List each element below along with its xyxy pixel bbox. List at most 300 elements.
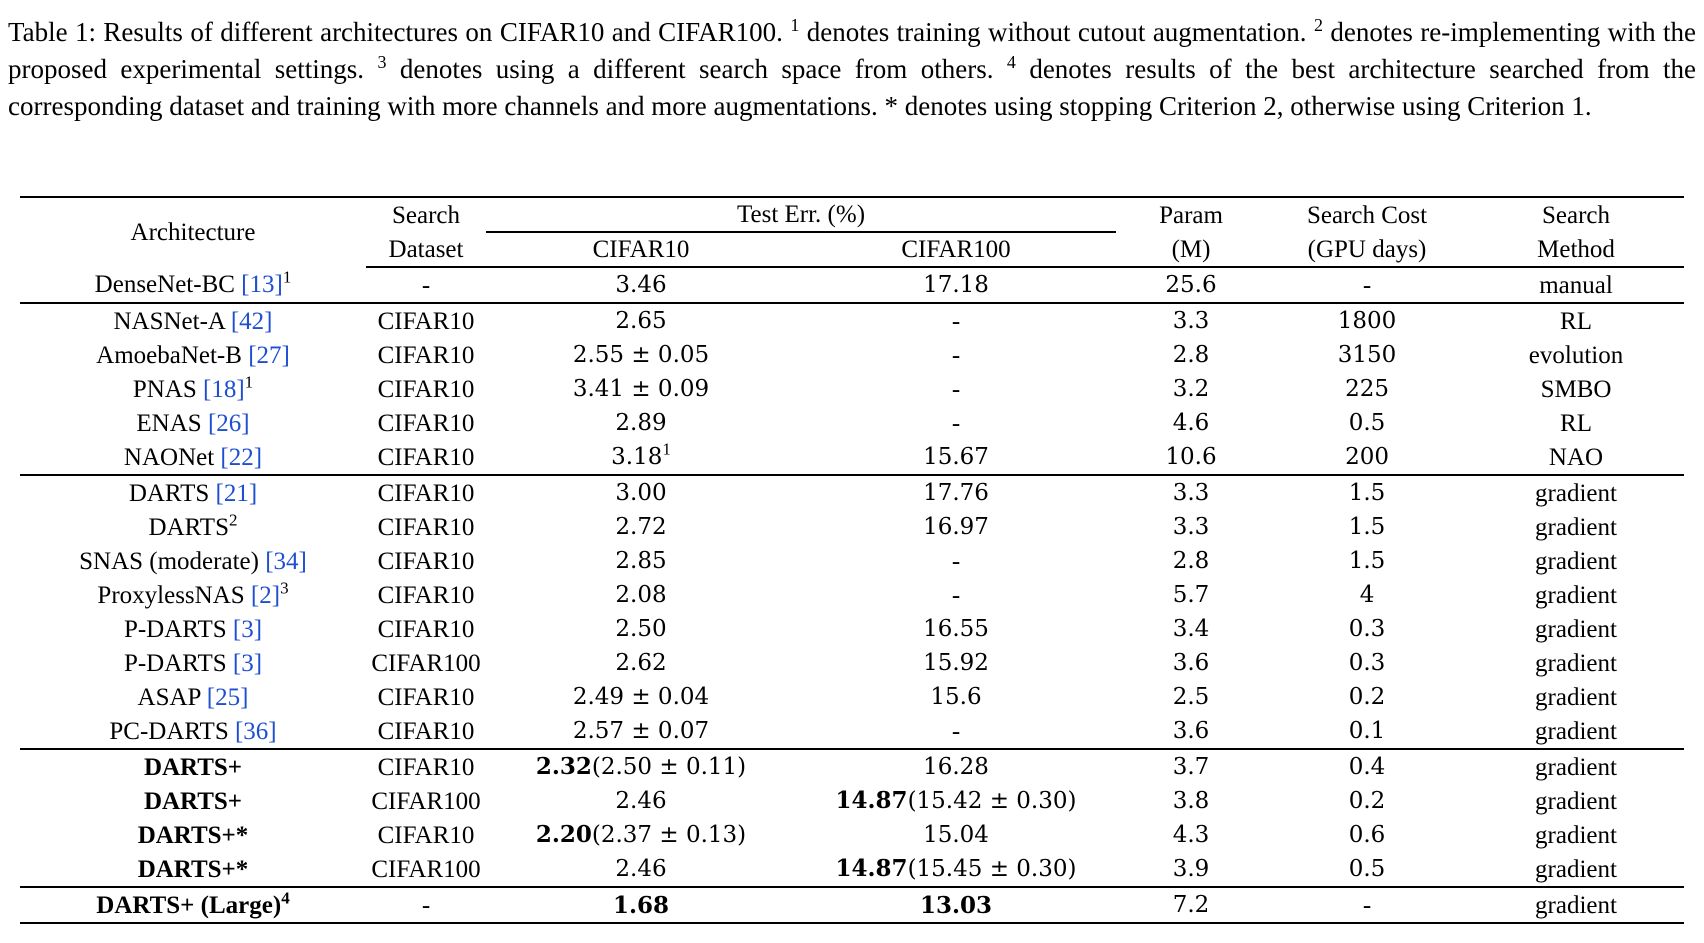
cifar100-value: 16.55 — [923, 616, 989, 642]
cell-cifar100 — [796, 406, 1116, 440]
cell-cifar100 — [796, 578, 1116, 612]
cell-architecture — [20, 510, 366, 544]
cell-search-cost — [1266, 544, 1468, 578]
cell-param — [1116, 714, 1266, 749]
cifar100-best-value: 13.03 — [919, 891, 993, 919]
cell-param — [1116, 680, 1266, 714]
cifar100-value: - — [951, 375, 961, 403]
cell-cifar10 — [486, 303, 796, 338]
cifar10-value: 2.49 ± 0.04 — [572, 684, 710, 710]
architecture-name: ProxylessNAS — [97, 581, 251, 609]
cell-search-method — [1468, 372, 1684, 406]
header-cost-2: (GPU days) — [1266, 232, 1468, 267]
cifar10-value: (2.50 ± 0.11) — [591, 754, 747, 780]
cell-search-cost — [1266, 887, 1468, 923]
param-value: 3.3 — [1172, 514, 1210, 540]
cell-search-cost — [1266, 852, 1468, 887]
search-dataset-value: - — [421, 271, 431, 299]
cifar10-value: 3.00 — [615, 480, 667, 506]
cell-architecture — [20, 714, 366, 749]
cell-cifar10 — [486, 510, 796, 544]
architecture-name: DARTS+ — [143, 753, 243, 781]
search-method-value: gradient — [1535, 717, 1617, 745]
cell-cifar100 — [796, 475, 1116, 510]
cell-cifar100 — [796, 612, 1116, 646]
search-method-value: gradient — [1535, 581, 1617, 609]
search-cost-value: 1800 — [1337, 308, 1397, 334]
param-value: 3.4 — [1172, 616, 1210, 642]
caption-footnote-mark: 2 — [1313, 15, 1323, 35]
footnote-mark: 4 — [281, 888, 290, 908]
cell-architecture — [20, 303, 366, 338]
cell-cifar10 — [486, 714, 796, 749]
cell-architecture — [20, 887, 366, 923]
cifar10-best-value: 1.68 — [612, 891, 670, 919]
cell-param — [1116, 646, 1266, 680]
table-row — [20, 784, 1684, 818]
citation-link: [42] — [230, 307, 273, 335]
cell-search-cost — [1266, 646, 1468, 680]
table-row — [20, 749, 1684, 784]
table-row — [20, 372, 1684, 406]
search-method-value: gradient — [1535, 891, 1617, 919]
cell-search-dataset — [366, 267, 486, 303]
cell-cifar100 — [796, 440, 1116, 475]
search-cost-value: 0.6 — [1348, 822, 1386, 848]
search-dataset-value: CIFAR10 — [377, 341, 475, 369]
cell-cifar100 — [796, 887, 1116, 923]
search-cost-value: 1.5 — [1348, 548, 1386, 574]
cell-search-cost — [1266, 680, 1468, 714]
cell-architecture — [20, 338, 366, 372]
cell-param — [1116, 510, 1266, 544]
header-method-2: Method — [1468, 232, 1684, 267]
cell-search-dataset — [366, 887, 486, 923]
cell-architecture — [20, 680, 366, 714]
param-value: 2.8 — [1172, 548, 1210, 574]
cell-cifar10 — [486, 646, 796, 680]
cell-param — [1116, 784, 1266, 818]
cell-search-method — [1468, 749, 1684, 784]
search-dataset-value: CIFAR10 — [377, 683, 475, 711]
cell-search-method — [1468, 852, 1684, 887]
cifar100-best-value: 14.87 — [835, 787, 908, 814]
architecture-name: NAONet — [123, 443, 221, 471]
header-search-dataset-1: Search — [366, 197, 486, 232]
cell-param — [1116, 749, 1266, 784]
cifar100-best-value: 14.87 — [835, 855, 908, 882]
cell-search-method — [1468, 680, 1684, 714]
cifar100-value: 16.28 — [923, 754, 989, 780]
table-header — [20, 197, 1684, 267]
cell-search-dataset — [366, 338, 486, 372]
header-param-2: (M) — [1116, 232, 1266, 267]
cell-search-method — [1468, 544, 1684, 578]
cell-search-method — [1468, 406, 1684, 440]
cifar10-value: 2.85 — [615, 548, 667, 574]
cifar100-value: - — [951, 581, 961, 609]
cell-cifar10 — [486, 578, 796, 612]
cifar100-value: - — [951, 341, 961, 369]
search-dataset-value: CIFAR10 — [377, 717, 475, 745]
cell-search-method — [1468, 646, 1684, 680]
search-method-value: RL — [1560, 409, 1592, 437]
cell-search-cost — [1266, 406, 1468, 440]
table-caption — [8, 14, 1696, 125]
cell-search-method — [1468, 714, 1684, 749]
cifar10-value: 3.18 — [611, 444, 663, 470]
cifar10-value: 2.50 — [615, 616, 667, 642]
cell-search-cost — [1266, 440, 1468, 475]
search-cost-value: 3150 — [1337, 342, 1397, 368]
cifar100-value: (15.42 ± 0.30) — [907, 788, 1077, 814]
search-method-value: gradient — [1535, 821, 1617, 849]
citation-link: [25] — [206, 683, 249, 711]
architecture-name: ASAP — [137, 683, 207, 711]
citation-link: [18] — [203, 375, 245, 403]
architecture-name: P-DARTS — [123, 615, 233, 643]
param-value: 2.8 — [1172, 342, 1210, 368]
cell-param — [1116, 578, 1266, 612]
cell-cifar10 — [486, 680, 796, 714]
cell-param — [1116, 440, 1266, 475]
citation-link: [22] — [220, 443, 263, 471]
architecture-name: DARTS+* — [137, 855, 249, 883]
cifar10-value: 2.57 ± 0.07 — [572, 718, 710, 744]
header-method-1: Search — [1468, 197, 1684, 232]
architecture-name: DARTS+ (Large) — [96, 891, 282, 919]
param-value: 3.2 — [1172, 376, 1210, 402]
cell-search-cost — [1266, 612, 1468, 646]
citation-link: [34] — [265, 547, 307, 575]
cell-search-dataset — [366, 303, 486, 338]
search-method-value: gradient — [1535, 513, 1617, 541]
cell-search-dataset — [366, 406, 486, 440]
search-dataset-value: CIFAR10 — [377, 821, 475, 849]
citation-link: [36] — [234, 717, 277, 745]
footnote-mark: 1 — [662, 439, 671, 459]
cell-search-cost — [1266, 749, 1468, 784]
caption-text: denotes re-implementing with the proposed experimental settings. — [8, 17, 1696, 84]
param-value: 7.2 — [1172, 892, 1210, 918]
cell-cifar100 — [796, 267, 1116, 303]
param-value: 3.3 — [1172, 308, 1210, 334]
search-method-value: SMBO — [1540, 375, 1612, 403]
architecture-name: DARTS — [148, 513, 229, 541]
citation-link: [2] — [250, 581, 281, 609]
table-row — [20, 852, 1684, 887]
cell-architecture — [20, 818, 366, 852]
cell-cifar100 — [796, 714, 1116, 749]
caption-footnote-mark: 3 — [377, 52, 387, 72]
cifar10-value: 2.65 — [615, 308, 667, 334]
cifar10-value: 2.72 — [615, 514, 667, 540]
cifar10-value: 2.08 — [615, 582, 667, 608]
cell-architecture — [20, 578, 366, 612]
search-dataset-value: CIFAR10 — [377, 409, 475, 437]
cell-search-dataset — [366, 510, 486, 544]
search-method-value: NAO — [1548, 443, 1604, 471]
table-row — [20, 406, 1684, 440]
cell-param — [1116, 887, 1266, 923]
architecture-name: PC-DARTS — [109, 717, 235, 745]
cell-cifar10 — [486, 784, 796, 818]
architecture-name: SNAS (moderate) — [79, 547, 266, 575]
cell-cifar100 — [796, 680, 1116, 714]
cell-search-cost — [1266, 372, 1468, 406]
cell-param — [1116, 475, 1266, 510]
search-dataset-value: CIFAR10 — [377, 581, 475, 609]
cell-search-cost — [1266, 475, 1468, 510]
architecture-name: NASNet-A — [113, 307, 231, 335]
cell-search-method — [1468, 303, 1684, 338]
header-search-dataset-2: Dataset — [366, 232, 486, 267]
search-method-value: gradient — [1535, 753, 1617, 781]
architecture-name: DARTS+* — [137, 821, 249, 849]
search-cost-value: 0.4 — [1348, 754, 1386, 780]
header-cifar10: CIFAR10 — [486, 232, 796, 267]
cell-cifar10 — [486, 338, 796, 372]
search-method-value: evolution — [1528, 341, 1624, 369]
header-architecture: Architecture — [20, 197, 366, 267]
cifar100-value: - — [951, 409, 961, 437]
architecture-name: DenseNet-BC — [94, 271, 242, 298]
table-row — [20, 475, 1684, 510]
table-row — [20, 887, 1684, 923]
caption-footnote-mark: 4 — [1006, 52, 1016, 72]
cifar10-value: 2.62 — [615, 650, 667, 676]
cell-architecture — [20, 784, 366, 818]
param-value: 3.7 — [1172, 754, 1210, 780]
search-cost-value: 0.3 — [1348, 616, 1386, 642]
architecture-name: DARTS+ — [143, 787, 243, 815]
cell-search-cost — [1266, 303, 1468, 338]
table-row — [20, 303, 1684, 338]
cell-search-cost — [1266, 267, 1468, 303]
cell-search-method — [1468, 267, 1684, 303]
cell-architecture — [20, 440, 366, 475]
cell-search-cost — [1266, 714, 1468, 749]
search-cost-value: 0.1 — [1348, 718, 1386, 744]
cifar100-value: 16.97 — [923, 514, 989, 540]
search-dataset-value: CIFAR10 — [377, 443, 475, 471]
results-table-container — [20, 196, 1684, 924]
citation-link: [13] — [241, 271, 283, 298]
cell-cifar100 — [796, 544, 1116, 578]
search-cost-value: 1.5 — [1348, 480, 1386, 506]
cell-cifar100 — [796, 749, 1116, 784]
cell-search-cost — [1266, 578, 1468, 612]
table-row — [20, 440, 1684, 475]
search-cost-value: 0.2 — [1348, 684, 1386, 710]
table-row — [20, 714, 1684, 749]
cifar100-value: 15.67 — [923, 444, 989, 470]
cifar100-value: (15.45 ± 0.30) — [907, 856, 1077, 882]
cell-cifar100 — [796, 852, 1116, 887]
table-row — [20, 267, 1684, 303]
search-method-value: gradient — [1535, 547, 1617, 575]
search-dataset-value: CIFAR10 — [377, 479, 475, 507]
cell-search-cost — [1266, 784, 1468, 818]
citation-link: [21] — [215, 479, 258, 507]
search-cost-value: - — [1362, 271, 1372, 299]
footnote-mark: 1 — [282, 267, 292, 287]
search-method-value: gradient — [1535, 649, 1617, 677]
header-cifar100: CIFAR100 — [796, 232, 1116, 267]
table-row — [20, 818, 1684, 852]
param-value: 3.9 — [1172, 856, 1210, 882]
cell-architecture — [20, 612, 366, 646]
cifar10-value: 2.46 — [615, 788, 667, 814]
search-cost-value: 225 — [1345, 376, 1389, 402]
table-row — [20, 578, 1684, 612]
caption-text: denotes results of the best architecture searched from the corresponding dataset and training with more channels and more augmentations. * denotes using stopping Criterion 2, otherwise using Criterion 1. — [8, 54, 1697, 121]
cell-cifar10 — [486, 852, 796, 887]
cell-cifar10 — [486, 267, 796, 303]
citation-link: [26] — [207, 409, 250, 437]
search-dataset-value: CIFAR100 — [371, 649, 481, 677]
cifar100-value: 15.92 — [923, 650, 989, 676]
cell-cifar10 — [486, 440, 796, 475]
search-method-value: gradient — [1535, 683, 1617, 711]
table-row — [20, 544, 1684, 578]
search-method-value: gradient — [1535, 855, 1617, 883]
citation-link: [3] — [232, 649, 263, 677]
cell-param — [1116, 406, 1266, 440]
results-table — [20, 196, 1684, 924]
cifar100-value: - — [951, 307, 961, 335]
cell-architecture — [20, 475, 366, 510]
caption-text: Table 1: Results of different architectures on CIFAR10 and CIFAR100. — [8, 17, 791, 47]
footnote-mark: 1 — [244, 372, 254, 392]
cell-search-dataset — [366, 372, 486, 406]
cell-search-dataset — [366, 578, 486, 612]
cell-param — [1116, 338, 1266, 372]
cell-search-cost — [1266, 818, 1468, 852]
cell-cifar100 — [796, 784, 1116, 818]
cell-search-dataset — [366, 440, 486, 475]
cell-cifar10 — [486, 887, 796, 923]
cell-search-method — [1468, 440, 1684, 475]
header-test-err: Test Err. (%) — [486, 197, 1116, 232]
cell-architecture — [20, 852, 366, 887]
architecture-name: P-DARTS — [123, 649, 233, 677]
citation-link: [27] — [248, 341, 290, 369]
cifar10-value: 2.55 ± 0.05 — [572, 342, 710, 368]
cifar10-value: 3.41 ± 0.09 — [572, 376, 710, 402]
search-dataset-value: CIFAR10 — [377, 307, 475, 335]
search-dataset-value: CIFAR100 — [371, 855, 481, 883]
architecture-name: ENAS — [136, 409, 208, 437]
cell-cifar100 — [796, 303, 1116, 338]
header-cost-1: Search Cost — [1266, 197, 1468, 232]
cell-search-dataset — [366, 680, 486, 714]
cell-search-dataset — [366, 475, 486, 510]
cell-search-method — [1468, 818, 1684, 852]
footnote-mark: 3 — [280, 578, 289, 598]
search-dataset-value: CIFAR10 — [377, 615, 475, 643]
table-row — [20, 646, 1684, 680]
cell-search-dataset — [366, 714, 486, 749]
param-value: 3.8 — [1172, 788, 1210, 814]
cell-cifar10 — [486, 372, 796, 406]
search-method-value: gradient — [1535, 615, 1617, 643]
cifar100-value: 17.76 — [923, 480, 989, 506]
search-cost-value: 1.5 — [1348, 514, 1386, 540]
search-dataset-value: CIFAR100 — [371, 787, 481, 815]
architecture-name: PNAS — [132, 375, 203, 403]
param-value: 25.6 — [1165, 272, 1217, 298]
search-cost-value: 0.5 — [1348, 410, 1386, 436]
table-row — [20, 680, 1684, 714]
cell-param — [1116, 372, 1266, 406]
cell-search-method — [1468, 338, 1684, 372]
caption-text: denotes using a different search space from others. — [386, 54, 1007, 84]
cell-param — [1116, 852, 1266, 887]
cell-search-dataset — [366, 818, 486, 852]
cifar100-value: - — [951, 547, 961, 575]
cifar10-value: 3.46 — [615, 272, 667, 298]
cell-search-dataset — [366, 612, 486, 646]
cell-search-dataset — [366, 544, 486, 578]
cell-search-method — [1468, 475, 1684, 510]
cell-search-method — [1468, 887, 1684, 923]
cell-cifar100 — [796, 372, 1116, 406]
search-cost-value: - — [1362, 891, 1372, 919]
cifar10-value: (2.37 ± 0.13) — [591, 822, 747, 848]
cell-param — [1116, 303, 1266, 338]
cell-param — [1116, 818, 1266, 852]
table-row — [20, 510, 1684, 544]
cell-search-method — [1468, 578, 1684, 612]
cell-search-method — [1468, 784, 1684, 818]
cell-param — [1116, 544, 1266, 578]
param-value: 2.5 — [1172, 684, 1210, 710]
architecture-name: DARTS — [128, 479, 216, 507]
cifar100-value: 17.18 — [923, 272, 989, 298]
cell-architecture — [20, 406, 366, 440]
search-method-value: RL — [1560, 307, 1592, 335]
search-dataset-value: CIFAR10 — [377, 513, 475, 541]
citation-link: [3] — [232, 615, 263, 643]
cell-search-method — [1468, 510, 1684, 544]
cell-search-dataset — [366, 646, 486, 680]
param-value: 4.3 — [1172, 822, 1210, 848]
cifar10-value: 2.89 — [615, 410, 667, 436]
table-body — [20, 267, 1684, 923]
param-value: 3.6 — [1172, 650, 1210, 676]
cell-cifar10 — [486, 475, 796, 510]
param-value: 3.6 — [1172, 718, 1210, 744]
search-cost-value: 0.2 — [1348, 788, 1386, 814]
cell-architecture — [20, 372, 366, 406]
search-method-value: gradient — [1535, 787, 1617, 815]
param-value: 5.7 — [1172, 582, 1210, 608]
table-row — [20, 612, 1684, 646]
cifar100-value: 15.6 — [930, 684, 982, 710]
search-dataset-value: CIFAR10 — [377, 753, 475, 781]
param-value: 3.3 — [1172, 480, 1210, 506]
cifar100-value: - — [951, 717, 961, 745]
cell-cifar100 — [796, 818, 1116, 852]
cell-cifar10 — [486, 818, 796, 852]
cell-cifar100 — [796, 646, 1116, 680]
search-method-value: manual — [1539, 271, 1613, 299]
search-cost-value: 0.5 — [1348, 856, 1386, 882]
cell-architecture — [20, 749, 366, 784]
cell-search-dataset — [366, 784, 486, 818]
search-dataset-value: CIFAR10 — [377, 375, 475, 403]
